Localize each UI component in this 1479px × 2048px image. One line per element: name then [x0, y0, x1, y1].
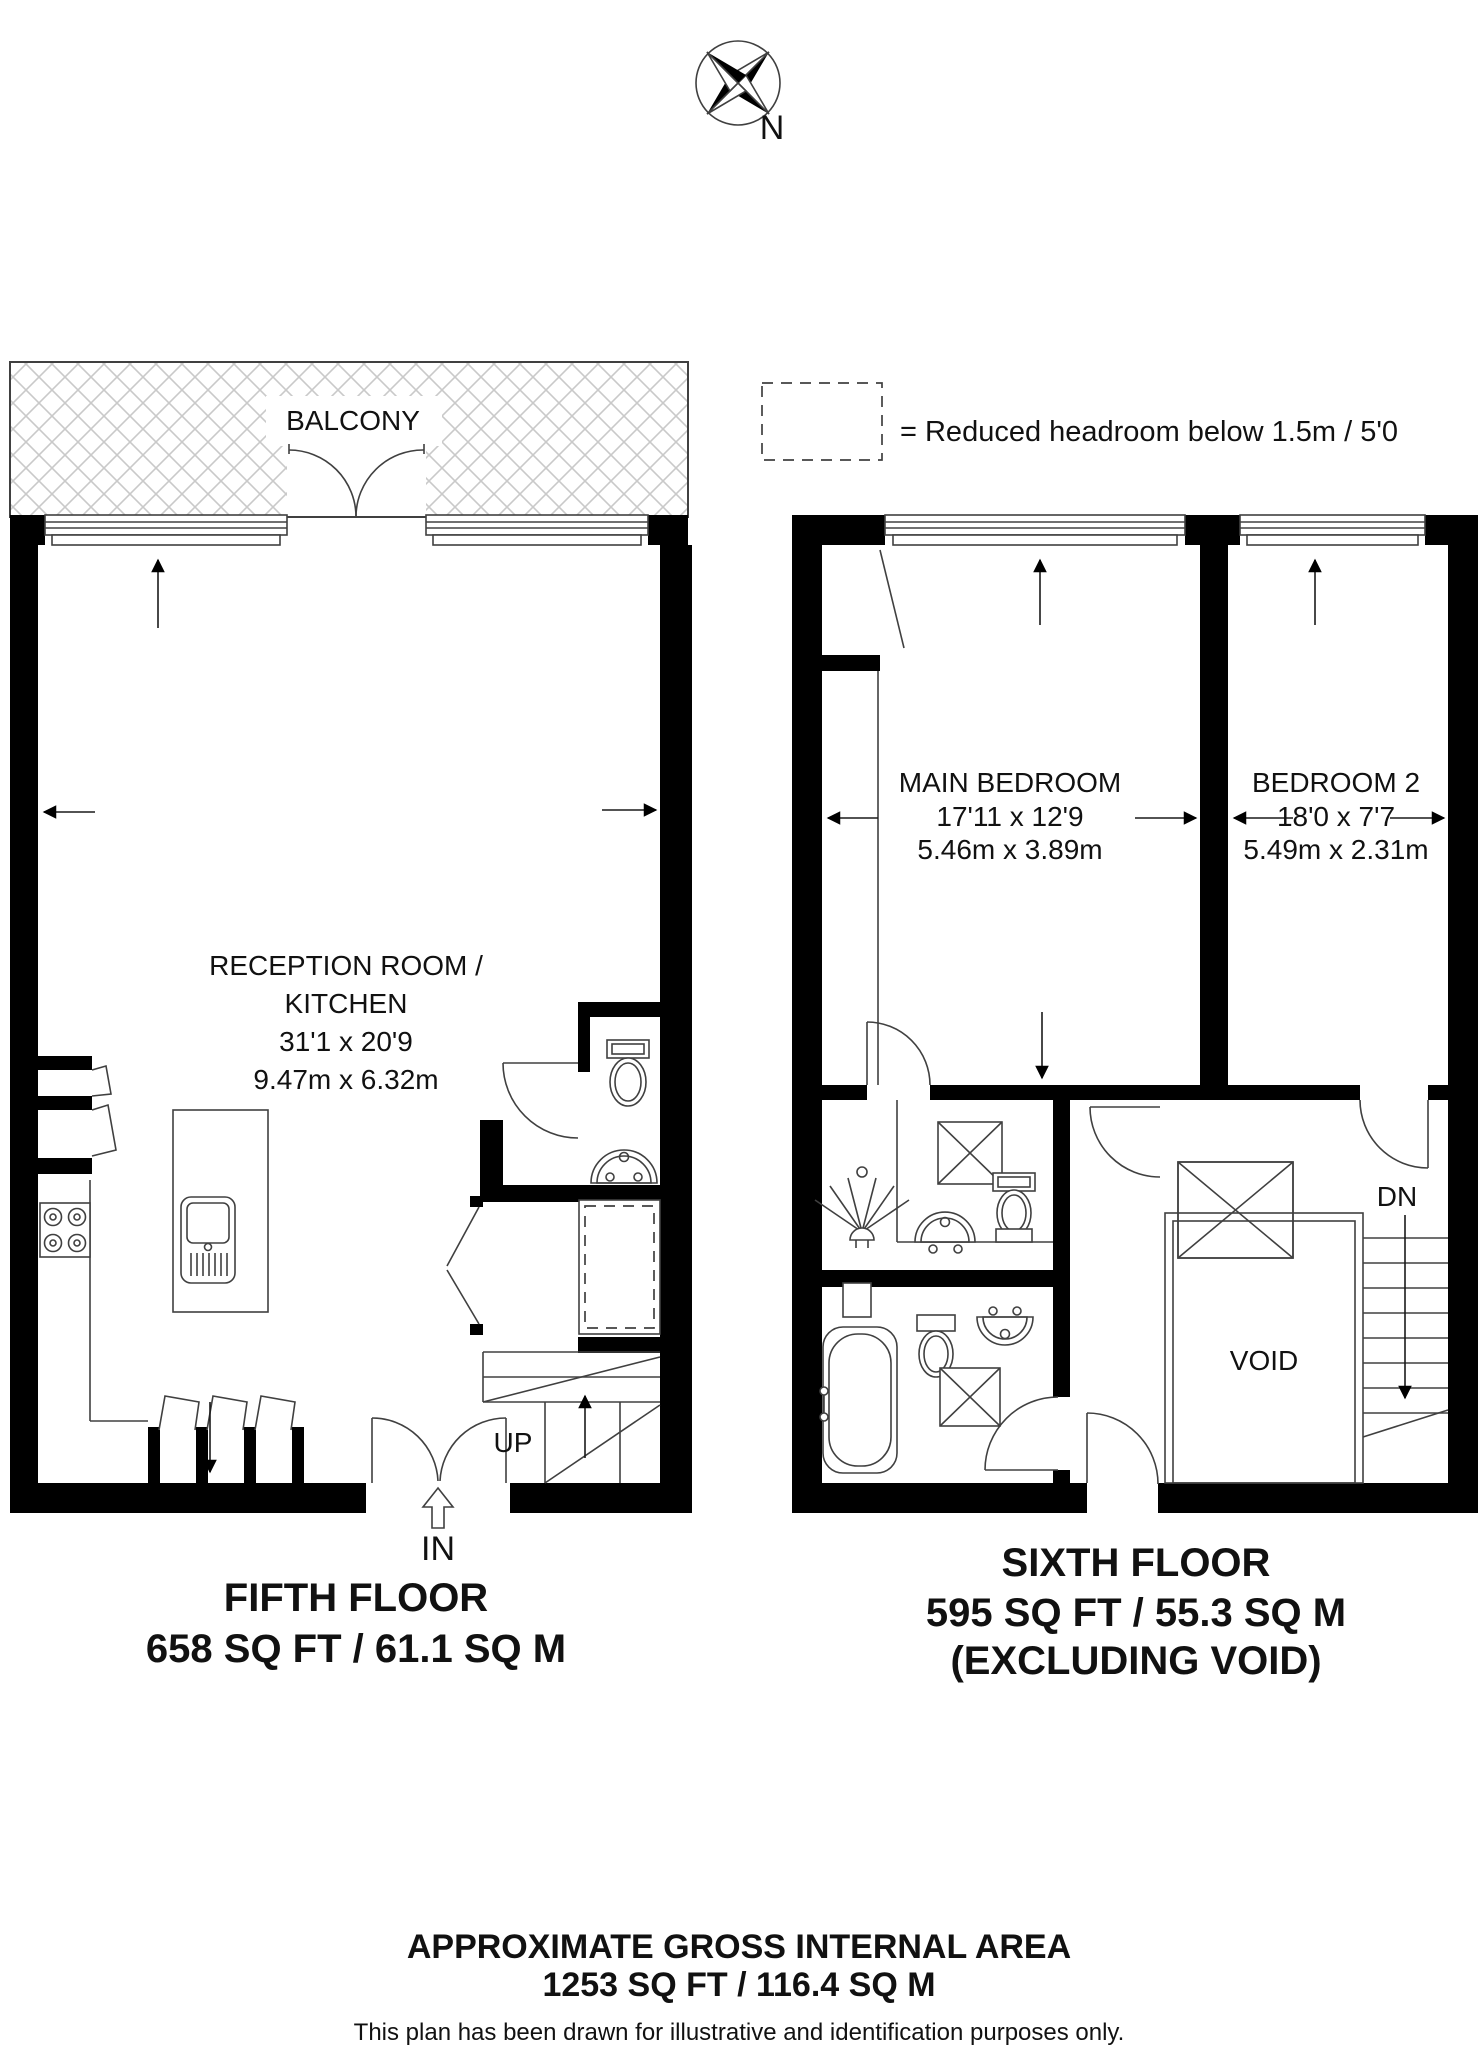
door-icon	[1360, 1100, 1428, 1168]
window-icon	[45, 515, 287, 545]
sixth-floor-plan	[792, 515, 1478, 1513]
up-label: UP	[493, 1427, 533, 1458]
north-label: N	[759, 109, 785, 147]
dn-label: DN	[1376, 1181, 1418, 1212]
casement-window-icon	[38, 1056, 116, 1174]
stairs-down-icon	[1363, 1215, 1448, 1437]
bedroom-2-imperial: 18'0 x 7'7	[1276, 801, 1396, 832]
kitchen-counter	[90, 1180, 148, 1421]
entrance-arrow-icon	[423, 1488, 453, 1528]
footer-area: 1253 SQ FT / 116.4 SQ M	[542, 1966, 936, 2004]
window-icon	[1240, 515, 1425, 545]
door-icon	[503, 1063, 578, 1138]
door-icon	[1087, 1413, 1158, 1484]
in-label: IN	[421, 1530, 455, 1568]
sixth-floor-area: 595 SQ FT / 55.3 SQ M	[925, 1591, 1347, 1635]
bedroom-2-label: BEDROOM 2	[1251, 767, 1421, 798]
bedroom-2-metric: 5.49m x 2.31m	[1243, 834, 1429, 865]
fifth-floor-title: FIFTH FLOOR	[223, 1576, 489, 1620]
reception-room-metric: 9.47m x 6.32m	[253, 1064, 439, 1095]
main-bedroom-label: MAIN BEDROOM	[898, 767, 1122, 798]
balcony-label: BALCONY	[286, 405, 420, 436]
toilet-icon	[607, 1040, 649, 1106]
reception-room-label: RECEPTION ROOM /	[209, 950, 483, 981]
rooflight-icon	[1178, 1162, 1293, 1258]
legend-text: = Reduced headroom below 1.5m / 5'0	[900, 416, 1399, 448]
hob-icon	[40, 1203, 90, 1257]
basin-icon	[915, 1212, 975, 1253]
door-icon	[867, 1022, 930, 1085]
main-bedroom-imperial: 17'11 x 12'9	[936, 801, 1084, 832]
sixth-floor-area-note: (EXCLUDING VOID)	[950, 1639, 1322, 1683]
main-bedroom-metric: 5.46m x 3.89m	[917, 834, 1103, 865]
door-icon	[1090, 1107, 1160, 1177]
bifold-door-icon	[447, 1196, 483, 1335]
window-icon	[426, 515, 648, 545]
toilet-icon	[993, 1173, 1035, 1242]
cupboard-outline	[579, 1200, 660, 1334]
footer-disclaimer: This plan has been drawn for illustrative and identification purposes only.	[353, 2019, 1125, 2046]
legend-swatch	[762, 383, 882, 460]
sixth-floor-title: SIXTH FLOOR	[1001, 1541, 1271, 1585]
fifth-floor-plan	[10, 362, 692, 1528]
basin-icon	[591, 1150, 657, 1183]
shower-tray-icon	[940, 1368, 1000, 1426]
window-icon	[885, 515, 1185, 545]
casement-window-icon	[148, 1396, 304, 1483]
sink-icon	[173, 1110, 268, 1312]
reception-room-label-2: KITCHEN	[284, 988, 408, 1019]
shower-icon	[815, 1167, 909, 1248]
entrance-door-icon	[372, 1418, 506, 1483]
duct	[843, 1283, 871, 1317]
footer-title: APPROXIMATE GROSS INTERNAL AREA	[406, 1928, 1072, 1966]
void-label: VOID	[1229, 1345, 1299, 1376]
stairs-up-icon	[483, 1352, 660, 1483]
basin-icon	[977, 1307, 1033, 1345]
fifth-floor-area: 658 SQ FT / 61.1 SQ M	[145, 1627, 567, 1671]
reception-room-imperial: 31'1 x 20'9	[279, 1026, 413, 1057]
bathtub-icon	[820, 1327, 897, 1473]
